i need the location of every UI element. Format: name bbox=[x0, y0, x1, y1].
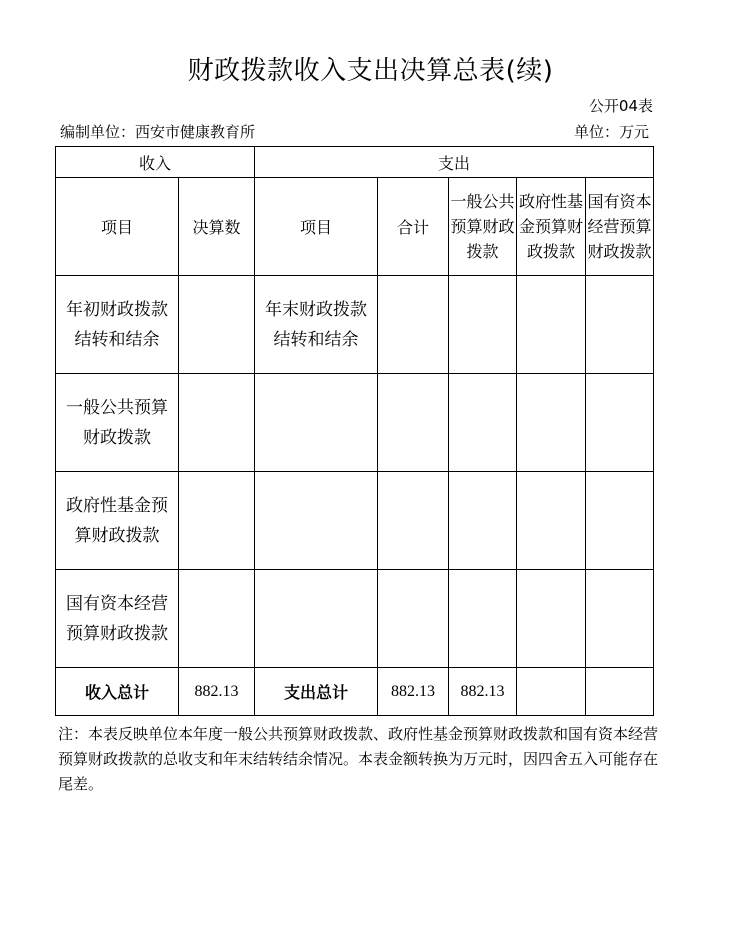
income-total-value: 882.13 bbox=[179, 668, 255, 716]
general-cell bbox=[449, 276, 517, 374]
income-total-label: 收入总计 bbox=[56, 668, 179, 716]
income-item-cell: 政府性基金预算财政拨款 bbox=[56, 472, 179, 570]
col-fund-budget: 政府性基金预算财政拨款 bbox=[517, 178, 586, 276]
col-general-budget: 一般公共预算财政拨款 bbox=[449, 178, 517, 276]
expense-item-cell bbox=[255, 570, 378, 668]
income-amount-cell bbox=[179, 472, 255, 570]
general-cell bbox=[449, 570, 517, 668]
group-header-row bbox=[56, 147, 654, 178]
state-cell bbox=[586, 472, 654, 570]
fund-cell bbox=[517, 374, 586, 472]
income-amount-cell bbox=[179, 570, 255, 668]
income-group-header: 收入 bbox=[56, 147, 255, 178]
income-amount-cell bbox=[179, 276, 255, 374]
totals-row bbox=[56, 668, 654, 716]
table-row bbox=[56, 374, 654, 472]
general-cell bbox=[449, 472, 517, 570]
footnote: 注：本表反映单位本年度一般公共预算财政拨款、政府性基金预算财政拨款和国有资本经营预算财政拨款的总收支和年末结转结余情况。本表金额转换为万元时，因四舍五入可能存在尾差。 bbox=[58, 725, 659, 793]
fund-cell bbox=[517, 570, 586, 668]
expense-item-cell: 年末财政拨款结转和结余 bbox=[255, 276, 378, 374]
general-total-value: 882.13 bbox=[449, 668, 517, 716]
table-row bbox=[56, 472, 654, 570]
income-item-cell: 一般公共预算财政拨款 bbox=[56, 374, 179, 472]
general-cell bbox=[449, 374, 517, 472]
expense-group-header: 支出 bbox=[255, 147, 654, 178]
column-header-row bbox=[56, 178, 654, 276]
col-income-item: 项目 bbox=[56, 178, 179, 276]
total-cell bbox=[378, 570, 449, 668]
state-cell bbox=[586, 276, 654, 374]
fund-cell bbox=[517, 276, 586, 374]
table-row bbox=[56, 570, 654, 668]
expense-total-value: 882.13 bbox=[378, 668, 449, 716]
fund-total-value bbox=[517, 668, 586, 716]
table-row bbox=[56, 276, 654, 374]
total-cell bbox=[378, 276, 449, 374]
col-total: 合计 bbox=[378, 178, 449, 276]
expense-item-cell bbox=[255, 472, 378, 570]
report-title: 财政拨款收入支出决算总表(续) bbox=[187, 56, 554, 86]
col-state-capital-budget: 国有资本经营预算财政拨款 bbox=[586, 178, 654, 276]
income-amount-cell bbox=[179, 374, 255, 472]
col-income-amount: 决算数 bbox=[179, 178, 255, 276]
total-cell bbox=[378, 472, 449, 570]
income-item-cell: 年初财政拨款结转和结余 bbox=[56, 276, 179, 374]
income-item-cell: 国有资本经营预算财政拨款 bbox=[56, 570, 179, 668]
expense-item-cell bbox=[255, 374, 378, 472]
organization-label: 编制单位：西安市健康教育所 bbox=[60, 123, 256, 141]
state-total-value bbox=[586, 668, 654, 716]
total-cell bbox=[378, 374, 449, 472]
fund-cell bbox=[517, 472, 586, 570]
report-table bbox=[55, 146, 654, 716]
form-number: 公开04表 bbox=[588, 97, 653, 115]
state-cell bbox=[586, 570, 654, 668]
expense-total-label: 支出总计 bbox=[255, 668, 378, 716]
col-expense-item: 项目 bbox=[255, 178, 378, 276]
unit-label: 单位：万元 bbox=[573, 123, 649, 141]
state-cell bbox=[586, 374, 654, 472]
